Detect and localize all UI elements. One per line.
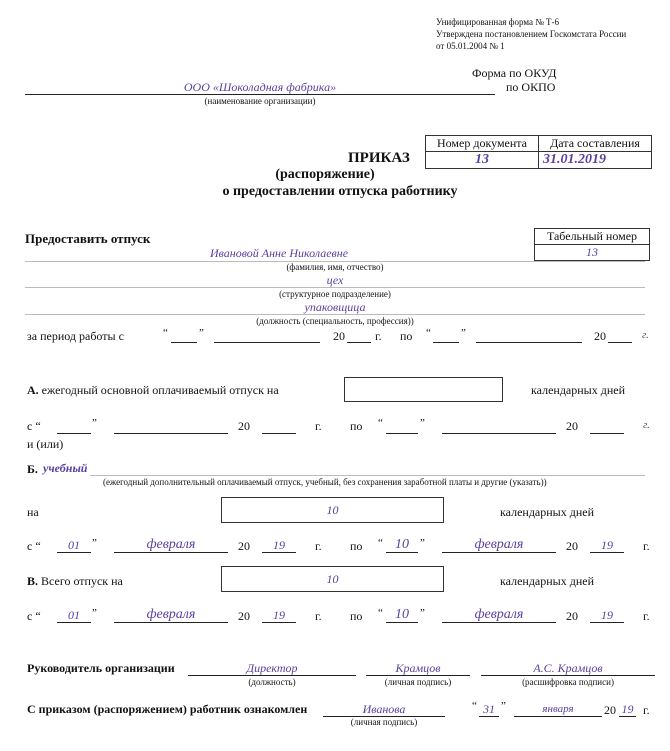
position-underline: [25, 314, 645, 315]
section-b-days-field[interactable]: [221, 497, 444, 523]
section-a-from-month-field[interactable]: [114, 419, 228, 434]
work-from-month-field[interactable]: [214, 328, 320, 343]
section-b-type-underline: [90, 475, 645, 476]
document-number-header: Номер документа: [426, 136, 539, 152]
okud-label: Форма по ОКУД: [472, 66, 557, 80]
work-to-day-field[interactable]: [433, 328, 459, 343]
acknowledgement-signature-field[interactable]: Иванова: [323, 702, 445, 717]
year-suffix: г.: [315, 419, 322, 433]
quote-open: “: [378, 417, 383, 429]
section-b-type-value[interactable]: учебный: [43, 461, 88, 475]
year-suffix: г.: [643, 419, 650, 431]
quote-open: “: [472, 700, 477, 712]
work-to-month-field[interactable]: [476, 328, 582, 343]
acknowledgement-label: С приказом (распоряжением) работник ознакомлен: [27, 702, 308, 716]
to-label: по: [350, 539, 363, 553]
section-b-na-label: на: [27, 505, 39, 519]
section-a-days-field[interactable]: [344, 377, 503, 402]
quote-open: “: [378, 537, 383, 549]
year-suffix: г.: [643, 609, 650, 623]
section-b-letter: Б.: [27, 462, 38, 476]
section-v-from-day-field[interactable]: 01: [57, 608, 91, 623]
section-b-from-day-field[interactable]: 01: [57, 538, 91, 553]
work-from-day-field[interactable]: [171, 328, 197, 343]
section-v-days-value: 10: [326, 572, 339, 586]
section-a-from-year-field[interactable]: [262, 419, 296, 434]
quote-close: ”: [461, 327, 466, 339]
year-suffix: г.: [642, 329, 649, 341]
section-a-to-year-field[interactable]: [590, 419, 624, 434]
order-subtitle: (распоряжение): [275, 167, 375, 182]
year-suffix: г.: [643, 539, 650, 553]
section-b-to-year-field[interactable]: 19: [590, 538, 624, 553]
section-a-text: ежегодный основной оплачиваемый отпуск на: [41, 383, 279, 397]
quote-close: ”: [501, 700, 506, 712]
quote-open: “: [378, 607, 383, 619]
work-to-year-field[interactable]: [608, 328, 632, 343]
quote-close: ”: [199, 327, 204, 339]
acknowledgement-month-field[interactable]: января: [514, 702, 602, 717]
year-prefix: 20: [566, 419, 578, 433]
section-v-from-year-field[interactable]: 19: [262, 608, 296, 623]
document-number-table: [425, 135, 652, 169]
section-b-days-value: 10: [326, 503, 339, 517]
employee-name-caption: (фамилия, имя, отчество): [286, 262, 384, 272]
section-v-from-month-field[interactable]: февраля: [114, 608, 228, 623]
head-signature-caption: (личная подпись): [384, 677, 452, 687]
acknowledgement-signature-caption: (личная подпись): [350, 717, 418, 727]
okpo-label: по ОКПО: [506, 80, 556, 94]
year-suffix: г.: [375, 329, 382, 343]
form-line-3: от 05.01.2004 № 1: [436, 41, 505, 51]
year-suffix: г.: [643, 703, 650, 717]
year-prefix: 20: [566, 539, 578, 553]
section-v-from-label: с “: [27, 609, 41, 623]
section-v-letter: В.: [27, 574, 39, 588]
section-v-to-year-field[interactable]: 19: [590, 608, 624, 623]
to-label: по: [350, 609, 363, 623]
employee-name[interactable]: Ивановой Анне Николаевне: [209, 246, 349, 260]
to-label: по: [350, 419, 363, 433]
section-a-to-month-field[interactable]: [442, 419, 556, 434]
year-prefix: 20: [566, 609, 578, 623]
organization-caption: (наименование организации): [204, 96, 316, 106]
acknowledgement-year-field[interactable]: 19: [619, 702, 636, 717]
department-value[interactable]: цех: [326, 273, 344, 287]
document-date-value[interactable]: 31.01.2019: [539, 152, 652, 169]
work-from-year-field[interactable]: [347, 328, 371, 343]
position-caption: (должность (специальность, профессия)): [256, 316, 414, 326]
work-period-label: за период работы с: [27, 329, 124, 343]
head-decoding-caption: (расшифровка подписи): [522, 677, 614, 687]
section-a-from-day-field[interactable]: [57, 419, 91, 434]
personnel-number-table: [534, 228, 650, 261]
quote-close: ”: [420, 607, 425, 619]
section-v-days-label: календарных дней: [500, 574, 595, 588]
section-b-from-year-field[interactable]: 19: [262, 538, 296, 553]
form-line-2: Утверждена постановлением Госкомстата России: [436, 29, 627, 39]
section-b-to-day-field[interactable]: 10: [386, 538, 418, 553]
section-a-letter: А.: [27, 383, 39, 397]
quote-close: ”: [420, 417, 425, 429]
department-underline: [25, 287, 645, 288]
head-position-field[interactable]: Директор: [188, 661, 356, 676]
head-decoding-field[interactable]: А.С. Крамцов: [481, 661, 655, 676]
quote-close: ”: [92, 537, 97, 549]
year-suffix: г.: [315, 609, 322, 623]
position-value[interactable]: упаковщица: [304, 300, 366, 314]
section-b-to-month-field[interactable]: февраля: [442, 538, 556, 553]
quote-open: “: [426, 327, 431, 339]
section-a-from-label: с “: [27, 419, 41, 433]
personnel-number-header: Табельный номер: [535, 229, 650, 245]
document-date-header: Дата составления: [539, 136, 652, 152]
document-number-value[interactable]: 13: [426, 152, 539, 169]
quote-close: ”: [92, 607, 97, 619]
year-suffix: г.: [315, 539, 322, 553]
section-v-to-day-field[interactable]: 10: [386, 608, 418, 623]
section-v-days-field[interactable]: [221, 566, 444, 592]
section-a-label: [27, 383, 279, 398]
section-b-from-label: с “: [27, 539, 41, 553]
year-prefix: 20: [238, 539, 250, 553]
department-caption: (структурное подразделение): [279, 289, 391, 299]
year-prefix: 20: [604, 703, 616, 717]
personnel-number-value[interactable]: 13: [535, 245, 650, 261]
to-label: по: [400, 329, 413, 343]
year-prefix: 20: [594, 329, 606, 343]
head-label: Руководитель организации: [27, 661, 175, 675]
order-title: ПРИКАЗ: [348, 150, 410, 166]
section-b-days-label: календарных дней: [500, 505, 595, 519]
year-prefix: 20: [238, 609, 250, 623]
section-a-days-label: календарных дней: [531, 383, 626, 397]
grant-vacation-label: Предоставить отпуск: [25, 231, 151, 246]
section-v-text: Всего отпуск на: [41, 574, 123, 588]
quote-open: “: [163, 327, 168, 339]
order-purpose: о предоставлении отпуска работнику: [222, 184, 458, 199]
quote-close: ”: [92, 417, 97, 429]
head-position-caption: (должность): [248, 677, 296, 687]
organization-name[interactable]: ООО «Шоколадная фабрика»: [183, 80, 337, 94]
organization-underline: [25, 94, 495, 95]
acknowledgement-day-field[interactable]: 31: [479, 702, 499, 717]
year-prefix: 20: [238, 419, 250, 433]
form-line-1: Унифицированная форма № Т-6: [436, 17, 560, 27]
and-or-label: и (или): [27, 437, 64, 451]
year-prefix: 20: [333, 329, 345, 343]
quote-close: ”: [420, 537, 425, 549]
section-v-to-month-field[interactable]: февраля: [442, 608, 556, 623]
section-a-to-day-field[interactable]: [386, 419, 418, 434]
head-signature-field[interactable]: Крамцов: [366, 661, 470, 676]
section-b-type-caption: (ежегодный дополнительный оплачиваемый отпуск, учебный, без сохранения заработной платы и другие (указать)): [103, 477, 547, 487]
section-v-label: [27, 574, 123, 589]
section-b-from-month-field[interactable]: февраля: [114, 538, 228, 553]
